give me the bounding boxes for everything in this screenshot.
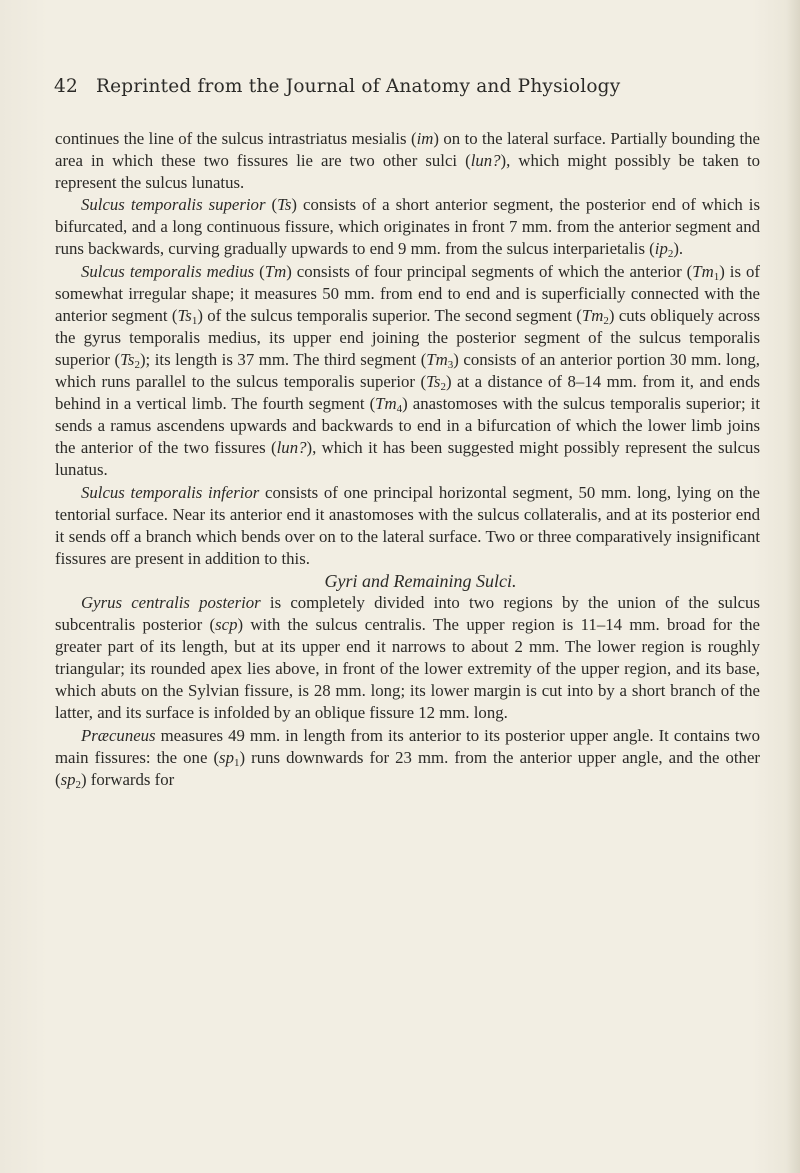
paragraph-gyrus-centralis-posterior <box>55 592 760 725</box>
subscript: 4 <box>396 403 403 416</box>
text-run: ), which might possibly be taken to represent the sulcus lunatus. <box>55 151 760 193</box>
italic-run: Ts <box>426 372 441 392</box>
italic-run: scp <box>215 615 238 635</box>
italic-run: Ts <box>277 195 292 215</box>
italic-run: sp <box>60 769 76 789</box>
italic-run: Tm <box>692 261 714 281</box>
text-run: ( <box>265 195 278 215</box>
text-run: continues the line of the sulcus intrastriatus mesialis ( <box>55 129 417 148</box>
italic-run: sp <box>219 747 234 767</box>
subscript: 2 <box>440 381 446 394</box>
subscript: 2 <box>603 314 609 327</box>
term-sulcus-temporalis-medius: Sulcus temporalis medius <box>81 261 255 281</box>
subscript: 2 <box>134 358 140 371</box>
term-praecuneus: Præcuneus <box>81 725 156 745</box>
text-run: ); its length is 37 mm. The third segment ( <box>139 349 427 369</box>
section-heading: Gyri and Remaining Sulci. <box>324 570 517 591</box>
italic-run: Tm <box>581 305 604 325</box>
text-run: is completely divided into two regions by the union of the sulcus subcentralis posterior ( <box>55 592 760 635</box>
text-run: measures 49 mm. in length from its anterior to its posterior upper angle. It contains two main fissures: the one ( <box>55 725 760 767</box>
italic-run: Tm <box>375 394 397 414</box>
running-title: Reprinted from the Journal of Anatomy and Physiology <box>96 76 621 97</box>
text-run: ) runs downwards for 23 mm. from the anterior upper angle, and the other ( <box>55 747 760 789</box>
italic-run: im <box>416 129 434 148</box>
paragraph-praecuneus <box>55 725 760 791</box>
text-run: ) of the sulcus temporalis superior. The second segment ( <box>197 305 582 325</box>
italic-run: Ts <box>177 305 192 325</box>
paragraph-lunatus-continuation <box>55 128 760 194</box>
italic-run: Tm <box>264 261 287 281</box>
text-run: consists of one principal horizontal segment, 50 mm. long, lying on the tentorial surface. Near its anterior end it anastomoses with the sulcus collateralis, and at its posterior end it sends off a branch which bends over on to the lateral surface. Two or three comparatively insignificant fissures are present in addition to this. <box>55 482 760 568</box>
italic-run: ip <box>654 239 668 259</box>
page-number: 42 <box>54 76 78 97</box>
text-run: ) cuts obliquely across the gyrus temporalis medius, its upper end joining the posterior segment of the sulcus temporalis superior ( <box>55 305 760 369</box>
italic-run: Tm <box>426 349 448 369</box>
paragraph-sulcus-temporalis-medius <box>55 261 760 482</box>
paragraph-sulcus-temporalis-superior <box>55 194 760 260</box>
page-header <box>54 76 760 102</box>
text-run: ) at a distance of 8–14 mm. from it, and ends behind in a vertical limb. The fourth segment ( <box>55 372 760 414</box>
subscript: 1 <box>191 314 198 327</box>
text-run: ) with the sulcus centralis. The upper region is 11–14 mm. broad for the greater part of its length, but at its upper end it narrows to about 2 mm. The lower region is roughly triangular; its rounded apex lies above, in front of the lower extremity of the upper region, and its base, which abuts on the Sylvian fissure, is 28 mm. long; its lower margin is cut into by a short branch of the latter, and its surface is infolded by an oblique fissure 12 mm. long. <box>55 615 760 723</box>
text-run: ), which it has been suggested might possibly represent the sulcus lunatus. <box>55 438 760 480</box>
italic-run: Ts <box>120 349 135 369</box>
text-run: ). <box>673 239 684 259</box>
subscript: 3 <box>447 358 454 371</box>
italic-run: lun? <box>470 151 501 171</box>
italic-run: lun? <box>276 438 307 458</box>
term-gyrus-centralis-posterior: Gyrus centralis posterior <box>81 592 261 612</box>
text-run: ) consists of a short anterior segment, the posterior end of which is bifurcated, and a long continuous fissure, which originates in front 7 mm. from the anterior segment and runs backwards, curving gradually upwards to end 9 mm. from the sulcus interparietalis ( <box>55 195 760 259</box>
paragraph-sulcus-temporalis-inferior <box>55 482 760 570</box>
text-run: ) forwards for <box>81 769 175 789</box>
text-run: ) is of somewhat irregular shape; it measures 50 mm. from end to end and is superficially connected with the anterior segment ( <box>55 261 760 325</box>
text-run: ) on to the lateral surface. Partially bounding the area in which these two fissures lie are two other sulci ( <box>55 129 760 171</box>
text-run: ) consists of an anterior portion 30 mm. long, which runs parallel to the sulcus temporalis superior ( <box>55 349 760 392</box>
text-run: ) consists of four principal segments of which the anterior ( <box>286 261 693 281</box>
page-edge-shadow <box>786 0 800 1173</box>
term-sulcus-temporalis-superior: Sulcus temporalis superior <box>81 195 266 215</box>
subscript: 1 <box>233 756 240 769</box>
body-text <box>55 128 760 791</box>
subscript: 2 <box>75 778 82 791</box>
text-run: ) anastomoses with the sulcus temporalis superior; it sends a ramus ascendens upwards and backwards to end in a bifurcation of which the lower limb joins the anterior of the two fissures ( <box>55 394 760 458</box>
subscript: 1 <box>713 270 720 283</box>
subscript: 2 <box>667 248 674 261</box>
term-sulcus-temporalis-inferior: Sulcus temporalis inferior <box>81 482 260 502</box>
text-run: ( <box>254 261 265 281</box>
